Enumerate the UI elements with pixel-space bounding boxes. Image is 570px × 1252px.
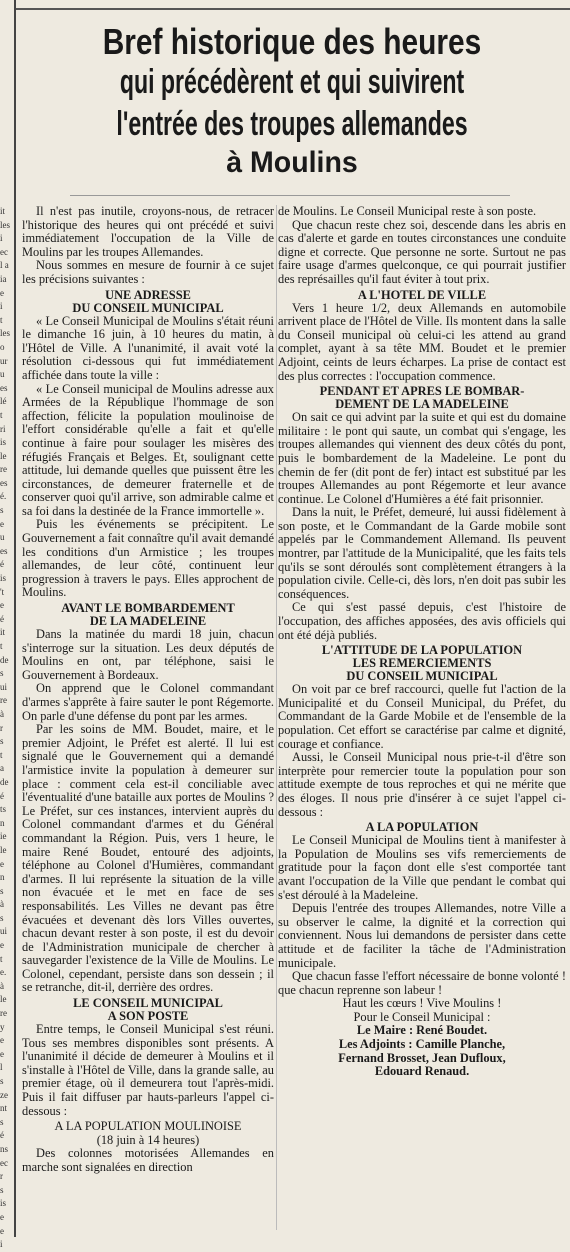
edge-fragment: es (0, 477, 8, 488)
edge-fragment: ec (0, 1157, 8, 1168)
edge-fragment: y (0, 1021, 5, 1032)
edge-fragment: e (0, 1211, 4, 1222)
edge-fragment: it (0, 627, 6, 638)
paragraph: Que chacun fasse l'effort nécessaire de bonne volonté ! que chacun reprenne son labeur ! (278, 969, 566, 997)
edge-fragment: ns (0, 1143, 9, 1154)
headline-line-2: qui précédèrent et qui suivirent (119, 63, 465, 101)
edge-fragment: t (0, 314, 3, 325)
paragraph: Dans la matinée du mardi 18 juin, chacun s'interroge sur la situation. Les deux députés de Moulins en ont, par téléphone, saisi le Gouvernement à Bordeaux. (22, 627, 274, 682)
edge-fragment: e (0, 287, 4, 298)
top-rule (16, 8, 570, 10)
subheading: PENDANT ET APRES LE BOMBAR- (319, 384, 525, 399)
edge-fragment: s (0, 1184, 4, 1195)
edge-fragment: l (0, 1062, 3, 1073)
edge-fragment: les (0, 219, 10, 230)
paragraph: de Moulins. Le Conseil Municipal reste à son poste. (278, 204, 537, 218)
signature-line: Le Maire : René Boudet. (356, 1023, 488, 1038)
edge-fragment: i (0, 301, 3, 312)
edge-fragment: ts (0, 804, 7, 815)
paragraph: Des colonnes motorisées Allemandes en marche sont signalées en direction (22, 1146, 274, 1174)
edge-fragment: u (0, 369, 5, 380)
edge-fragment: à (0, 708, 4, 719)
subheading: DEMENT DE LA MADELEINE (335, 397, 509, 412)
edge-fragment: ui (0, 926, 8, 937)
edge-fragment: re (0, 464, 7, 475)
subheading: A LA POPULATION (365, 820, 479, 835)
paragraph: On sait ce qui advint par la suite et qui est du domaine militaire : le pont qui saute, un combat qui s'engage, les troupes allemandes qui viennent des deux côtés du pont, puis le bombardement de la Madeleine. Le pont du chemin de fer (dit pont de fer) intact est substitué par les troupes Allemandes au pont Régemorte et leur avance continue. Le Colonel d'Humières a été fait prisonnier. (278, 410, 566, 506)
paragraph: Puis les événements se précipitent. Le Gouvernement a fait connaître qu'il avait demandé les conditions d'un Armistice ; les troupes allemandes, de leur côté, continuent leur progression à travers le pays. Elles approchent de Moulins. (22, 517, 274, 600)
edge-fragment: ri (0, 423, 6, 434)
article-right-column (278, 205, 566, 1079)
edge-fragment: s (0, 1076, 4, 1086)
edge-fragment: de (0, 776, 9, 787)
edge-fragment: s (0, 1116, 4, 1127)
edge-fragment: s (0, 885, 4, 896)
subheading: AVANT LE BOMBARDEMENT (61, 601, 235, 616)
column-rule (14, 0, 16, 1237)
edge-fragment: t (0, 749, 3, 760)
column-gutter (276, 205, 277, 1230)
signature-line: Edouard Renaud. (374, 1064, 470, 1079)
paragraph: On voit par ce bref raccourci, quelle fut l'action de la Municipalité et du Conseil Municipal, du Préfet, du Commandant de la Garde Mobile et de l'ensemble de la population. Cet effort se caractérise par calme et dignité, courage et confiance. (278, 682, 566, 751)
headline-rule (70, 195, 510, 196)
edge-fragment: e (0, 1048, 4, 1059)
paragraph: Dans la nuit, le Préfet, demeuré, lui aussi fidèlement à son poste, et le Commandant de la Garde mobile sont appelés par le Commandement Allemand. Ils peuvent montrer, par l'attitude de la Municipalité, que les faits tels qu'ils se sont déroulés sont complètement étrangers à la population civile. Celle-ci, dès lors, n'en doit pas subir les conséquences. (278, 505, 566, 601)
paragraph: Par les soins de MM. Boudet, maire, et le premier Adjoint, le Préfet est alerté. Il lui est signalé que le Gouvernement qui a demandé l'armistice invite la population à demeurer sur place : comment cela est-il conciliable avec l'éventualité d'une bataille aux portes de Moulins ? Le Préfet, sur ces instances, intervient auprès du Colonel commandant d'armes et du Général commandant la Région. Puis, vers 1 heure, le maire René Boudet, entouré des adjoints, téléphone au Colonel d'Humières, commandant d'armes. Il lui représente la situation de la ville non évacuée et le met en face de ses responsabilités. Les Villes ne devant pas être évacuées et devenant dès lors Villes ouvertes, chacun devant rester à son poste, il est du devoir de l'Administration municipale de chercher à sauvegarder l'existence de la Ville de Moulins. Le Colonel, cependant, persiste dans son dessein ; il se retranche, dit-il, derrière des ordres. (22, 722, 274, 995)
edge-fragment: is (0, 437, 7, 448)
edge-fragment: le (0, 844, 7, 855)
subheading: UNE ADRESSE (105, 287, 191, 302)
edge-fragment: s (0, 912, 4, 923)
paragraph: Aussi, le Conseil Municipal nous prie-t-il d'être son interprète pour remercier toute la population pour son attitude exempte de tous reproches et qui ne mérite que des éloges. Il nous prie d'insérer à ce sujet l'appel ci-dessous : (278, 750, 566, 819)
subheading: LE CONSEIL MUNICIPAL (73, 996, 223, 1011)
article-left-column (22, 205, 274, 1175)
appeal-heading: A LA POPULATION MOULINOISE (54, 1119, 242, 1134)
edge-fragment: à (0, 980, 4, 991)
signature-line: Pour le Conseil Municipal : (353, 1009, 491, 1024)
edge-fragment: is (0, 1198, 7, 1209)
edge-fragment: les (0, 328, 10, 339)
signature-line: Fernand Brosset, Jean Dufloux, (338, 1050, 506, 1065)
subheading: DE LA MADELEINE (89, 614, 207, 629)
edge-fragment: t (0, 953, 3, 964)
headline (18, 22, 566, 181)
subheading: DU CONSEIL MUNICIPAL (72, 300, 224, 315)
paragraph: Nous sommes en mesure de fournir à ce sujet les précisions suivantes : (22, 258, 274, 286)
edge-fragment: u (0, 532, 5, 543)
edge-fragment: n (0, 872, 5, 883)
paragraph: Que chacun reste chez soi, descende dans les abris en cas d'alerte et garde en toutes circonstances une conduite digne et correcte. Que personne ne sorte. Surtout ne pas faire usage d'armes quelconque, ce qui pourrait justifier des représailles qu'il faut éviter à tout prix. (278, 217, 566, 286)
edge-fragment: s (0, 736, 4, 747)
paragraph: Ce qui s'est passé depuis, c'est l'histoire de l'occupation, des affiches apposées, des avis officiels qui ont été déjà publiés. (278, 600, 566, 642)
edge-fragment: é (0, 790, 4, 801)
edge-fragment: é (0, 1130, 4, 1141)
edge-fragment: re (0, 695, 7, 706)
edge-fragment: é (0, 613, 4, 624)
headline-line-1: Bref historique des heures (102, 21, 482, 62)
edge-fragment: é. (0, 491, 7, 502)
subheading: LES REMERCIEMENTS (352, 656, 492, 671)
edge-fragment: s (0, 505, 4, 516)
edge-fragment: l a (0, 260, 9, 271)
edge-fragment: a (0, 763, 4, 774)
edge-fragment: e (0, 518, 4, 529)
edge-fragment: de (0, 654, 9, 665)
edge-fragment: ia (0, 273, 7, 284)
edge-fragment: é (0, 559, 4, 570)
edge-fragment: à (0, 899, 4, 910)
edge-fragment: i (0, 233, 3, 244)
edge-fragment: ui (0, 681, 8, 692)
subheading: DU CONSEIL MUNICIPAL (346, 669, 498, 684)
edge-fragment: ze (0, 1089, 8, 1100)
edge-fragment: ec (0, 246, 8, 257)
edge-fragment: is (0, 573, 7, 584)
edge-fragment: le (0, 450, 7, 461)
edge-fragment: ur (0, 355, 8, 366)
edge-fragment: le (0, 994, 7, 1005)
edge-fragment: n (0, 817, 5, 828)
paragraph: Depuis l'entrée des troupes Allemandes, notre Ville a su observer le calme, la dignité et la correction qui conviennent. Nous lui demandons de persister dans cette attitude et de faciliter la tâche de l'Administration municipale. (278, 901, 566, 970)
subheading: L'ATTITUDE DE LA POPULATION (321, 643, 523, 658)
edge-fragment: e (0, 858, 4, 869)
paragraph: « Le Conseil Municipal de Moulins s'était réuni le dimanche 16 juin, à 10 heures du matin, à l'Hôtel de Ville. A l'unanimité, il avait voté la résolution ci-dessous qui fut immédiatement affichée dans toute la ville : (22, 313, 274, 382)
edge-fragment: i (0, 1239, 3, 1250)
edge-fragment: e (0, 600, 4, 611)
edge-fragment: t (0, 409, 3, 420)
edge-fragment: es (0, 545, 8, 556)
paragraph: Vers 1 heure 1/2, deux Allemands en automobile arrivent place de l'Hôtel de Ville. Ils montent dans la salle du Conseil municipal où celui-ci les attend au grand complet, ayant à sa tête MM. Boudet et le premier Adjoint, ceints de leurs écharpes. La prise de contact est des plus correctes : l'occupation commence. (278, 300, 566, 383)
paragraph: Il n'est pas inutile, croyons-nous, de retracer l'historique des heures qui ont précédé et suivi immédiatement l'occupation de la Ville de Moulins par les troupes Allemandes. (22, 204, 274, 259)
adjacent-column-fragment (0, 205, 14, 1250)
edge-fragment: r (0, 722, 3, 733)
edge-fragment: t (0, 641, 3, 651)
edge-fragment: es (0, 382, 8, 393)
paragraph: « Le Conseil municipal de Moulins adresse aux Armées de la République l'hommage de son affection, félicite la population moulinoise de l'effort considérable qu'elle a fait et qu'elle continue à faire pour soulager les misères des réfugiés Français et Belges. Et, soulignant cette attitude, lui demande quelles que puissent être les circonstances, de demeurer fraternelle et de conserver quoi qu'il arrive, son admirable calme et sa foi dans la destinée de la France immortelle ». (22, 381, 274, 518)
edge-fragment: nt (0, 1103, 8, 1114)
edge-fragment: o (0, 341, 5, 352)
paragraph: On apprend que le Colonel commandant d'armes s'apprête à faire sauter le pont Régemorte. On parle d'une défense du pont par les armes. (22, 681, 274, 723)
appeal-date: (18 juin à 14 heures) (96, 1132, 200, 1147)
paragraph: Entre temps, le Conseil Municipal s'est réuni. Tous ses membres disponibles sont présents. A l'unanimité il décide de demeurer à Moulins et il s'installe à l'Hôtel de Ville, dans la grande salle, au premier étage, où il demeurera tout l'après-midi. Puis il fait diffuser par hauts-parleurs l'appel ci-dessous : (22, 1022, 274, 1118)
edge-fragment: r (0, 1171, 3, 1182)
edge-fragment: lé (0, 396, 7, 407)
closing-line: Haut les cœurs ! Vive Moulins ! (342, 996, 502, 1011)
edge-fragment: s (0, 668, 4, 679)
edge-fragment: ie (0, 831, 7, 842)
edge-fragment: re (0, 1008, 7, 1019)
edge-fragment: it (0, 206, 6, 216)
paragraph: Le Conseil Municipal de Moulins tient à manifester à la Population de Moulins ses vifs remerciements de gratitude pour la façon dont elle s'est comportée tant avant l'occupation de la Ville que pendant le combat qui s'est déroulé à la Madeleine. (278, 833, 566, 902)
headline-line-3: l'entrée des troupes allemandes (116, 105, 468, 143)
signature-line: Les Adjoints : Camille Planche, (338, 1037, 506, 1052)
subheading: A L'HOTEL DE VILLE (357, 287, 487, 302)
headline-line-4: à Moulins (226, 146, 358, 179)
edge-fragment: e (0, 940, 4, 951)
edge-fragment: 't (0, 586, 5, 597)
edge-fragment: e (0, 1225, 4, 1236)
edge-fragment: e. (0, 967, 7, 978)
edge-fragment: e (0, 1035, 4, 1046)
subheading: A SON POSTE (107, 1009, 189, 1024)
